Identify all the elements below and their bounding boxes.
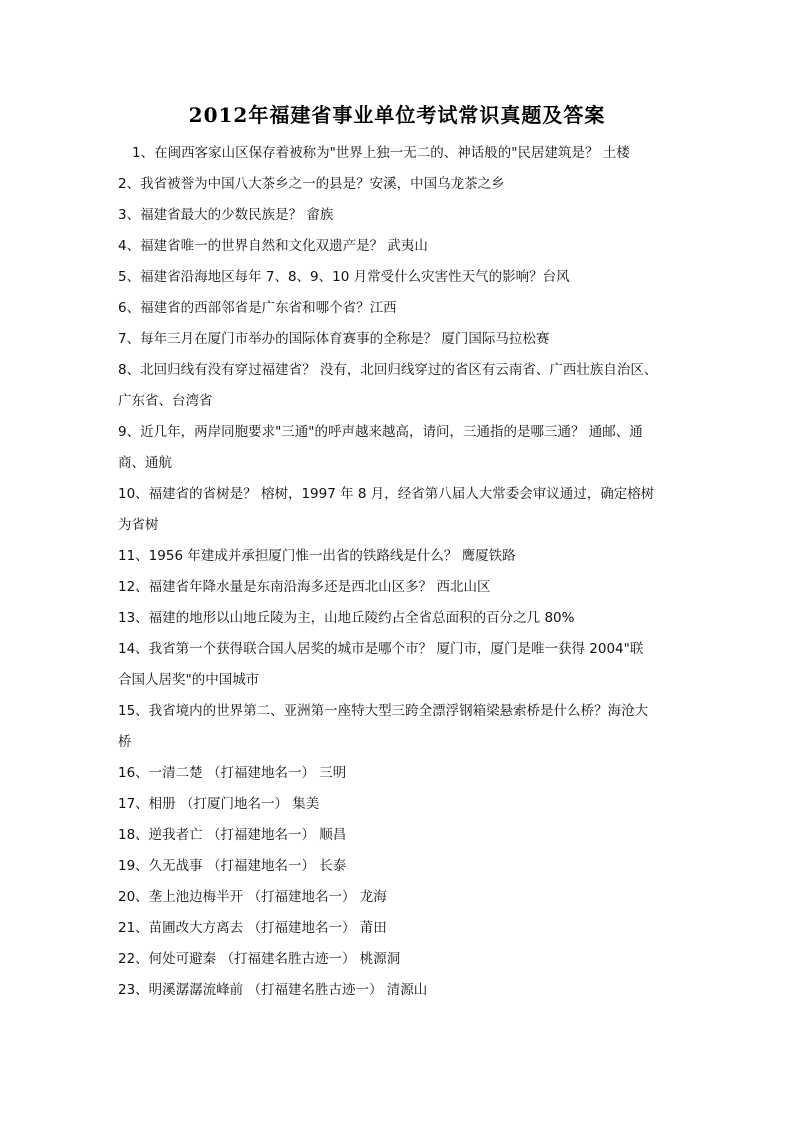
question-13: 13、福建的地形以山地丘陵为主，山地丘陵约占全省总面积的百分之几 80%: [118, 610, 575, 626]
question-8-continued: 广东省、台湾省: [118, 393, 213, 409]
question-22: 22、何处可避秦 （打福建名胜古迹一） 桃源洞: [118, 951, 401, 967]
question-19: 19、久无战事 （打福建地名一） 长泰: [118, 858, 347, 874]
document-title: 2012年福建省事业单位考试常识真题及答案: [188, 103, 606, 127]
question-10: 10、福建省的省树是？ 榕树，1997 年 8 月，经省第八届人大常委会审议通过，确定榕树: [118, 486, 655, 502]
question-7: 7、每年三月在厦门市举办的国际体育赛事的全称是？ 厦门国际马拉松赛: [118, 331, 550, 347]
document-body: [118, 138, 688, 1006]
question-16: 16、一清二楚 （打福建地名一） 三明: [118, 765, 347, 781]
question-11: 11、1956 年建成并承担厦门惟一出省的铁路线是什么？ 鹰厦铁路: [118, 548, 516, 564]
question-20: 20、垄上池边梅半开 （打福建地名一） 龙海: [118, 889, 387, 905]
question-10-continued: 为省树: [118, 517, 159, 533]
question-17: 17、相册 （打厦门地名一） 集美: [118, 796, 320, 812]
question-8: 8、北回归线有没有穿过福建省？ 没有，北回归线穿过的省区有云南省、广西壮族自治区、: [118, 362, 658, 378]
question-9-continued: 商、通航: [118, 455, 172, 471]
question-15-continued: 桥: [118, 734, 132, 750]
question-14: 14、我省第一个获得联合国人居奖的城市是哪个市？ 厦门市，厦门是唯一获得 2004"联: [118, 641, 644, 657]
question-18: 18、逆我者亡 （打福建地名一） 顺昌: [118, 827, 347, 843]
question-5: 5、福建省沿海地区每年 7、8、9、10 月常受什么灾害性天气的影响？台风: [118, 269, 570, 285]
question-15: 15、我省境内的世界第二、亚洲第一座特大型三跨全漂浮钢箱梁悬索桥是什么桥？海沧大: [118, 703, 649, 719]
question-3: 3、福建省最大的少数民族是？ 畲族: [118, 207, 334, 223]
question-6: 6、福建省的西部邻省是广东省和哪个省？江西: [118, 300, 397, 316]
question-23: 23、明溪潺潺流峰前 （打福建名胜古迹一） 清源山: [118, 982, 428, 998]
question-4: 4、福建省唯一的世界自然和文化双遗产是？ 武夷山: [118, 238, 428, 254]
question-12: 12、福建省年降水量是东南沿海多还是西北山区多？ 西北山区: [118, 579, 491, 595]
question-9: 9、近几年，两岸同胞要求"三通"的呼声越来越高，请问，三通指的是哪三通？ 通邮、通: [118, 424, 643, 440]
question-2: 2、我省被誉为中国八大茶乡之一的县是？安溪，中国乌龙茶之乡: [118, 176, 505, 192]
question-21: 21、苗圃改大方离去 （打福建地名一） 莆田: [118, 920, 387, 936]
question-1: 1、在闽西客家山区保存着被称为"世界上独一无二的、神话般的"民居建筑是？ 土楼: [132, 145, 630, 161]
question-14-continued: 合国人居奖"的中国城市: [118, 672, 260, 688]
